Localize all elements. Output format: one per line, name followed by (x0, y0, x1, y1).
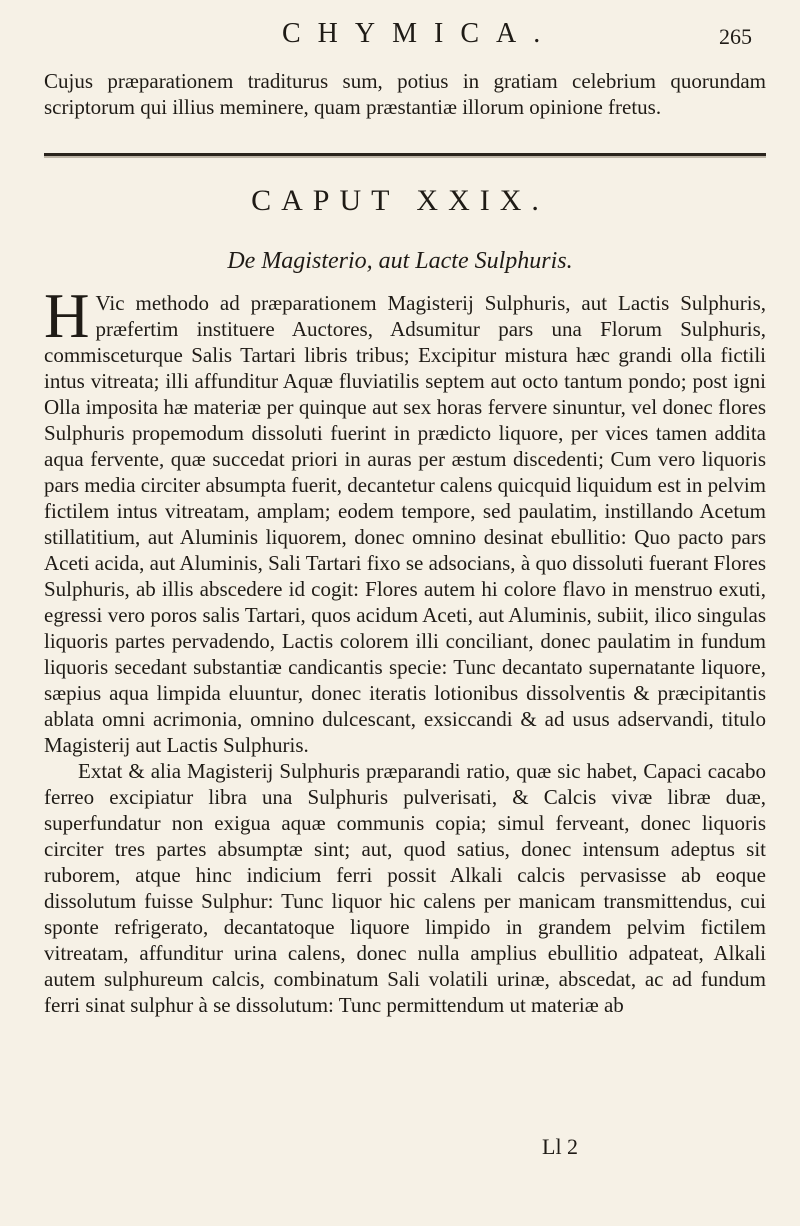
drop-cap: H (44, 281, 90, 351)
section-divider-rule (44, 153, 766, 156)
page-number: 265 (719, 24, 752, 49)
intro-paragraph: Cujus præparationem traditurus sum, potius in gratiam celebrium quorundam scriptorum qui illius meminere, quam præstantiæ illorum opinione fretus. (44, 69, 766, 119)
running-head-title: CHYMICA. (282, 18, 558, 49)
chapter-title: CAPUT XXIX. (251, 184, 549, 217)
paragraph-text-second: Extat & alia Magisterij Sulphuris præparandi ratio, quæ sic habet, Capaci cacabo ferreo excipiatur libra una Sulphuris pulverisati, & Calcis vivæ libræ duæ, superfundatur non exigua aquæ communis copia; simul ferveant, donec liquoris circiter tres partes absumptæ sint; aut, quod satius, donec intensum adeptus sit ruborem, atque hinc indicium ferri possit Alkali calcis pervasisse ab eoque dissolutum fuisse Sulphur: Tunc liquor hic calens per manicam transmittendus, cui sponte refrigerato, decantatoque liquore limpido in grandem pelvim fictilem vitreatam, affunditur urina calens, donec nulla amplius ebullitio adpateat, Alkali autem sulphureum calcis, combinatum Sali volatili urinæ, abscedat, ac ad fundum ferri sinat sulphur à se dissolutum: Tunc permittendum ut materiæ ab (44, 759, 766, 1017)
catchword: Ll 2 (542, 1134, 579, 1159)
chapter-body (44, 281, 766, 1018)
chapter-paragraph-first (44, 281, 766, 758)
chapter-paragraph-second (44, 758, 766, 1018)
paragraph-text-first: Vic methodo ad præparationem Magisterij Sulphuris, aut Lactis Sulphuris, præfertim instituere Auctores, Adsumitur pars una Florum Sulphuris, commisceturque Salis Tartari libris tribus; Excipitur mistura hæc grandi olla fictili intus vitreata; illi affunditur Aquæ fluviatilis septem aut octo tantum pondo; post igni Olla imposita hæ materiæ per quinque aut sex horas fervere sinuntur, vel donec flores Sulphuris propemodum dissoluti fuerint in prædicto liquore, per vices tamen addita aqua fervente, quæ succedat priori in auras per æstum discedenti; Cum vero liquoris pars media circiter absumpta fuerit, decantetur calens quicquid liquidum est in pelvim fictilem intus vitreatam, amplam; eodem tempore, sed paulatim, instillando Acetum stillatitium, aut Aluminis liquorem, donec omnino desinat ebullitio: Quo pacto pars Aceti acida, aut Aluminis, Sali Tartari fixo se adsocians, à quo dissoluti fuerant Flores Sulphuris, ab illis abscedere id cogit: Flores autem hi colore flavo in menstruo exuti, egressi vero poros salis Tartari, quos acidum Aceti, aut Aluminis, subiit, ilico singulas liquoris partes pervadendo, Lactis colorem illi conciliant, donec paulatim in fundum liquoris secedant substantiæ candicantis specie: Tunc decantato supernatante liquore, sæpius aqua limpida eluuntur, donec iteratis lotionibus dissolventis & præcipitantis ablata omni acrimonia, omnino dulcescant, exsiccandi & ad usus adservandi, titulo Magisterij aut Lactis Sulphuris. (44, 291, 766, 757)
chapter-subtitle: De Magisterio, aut Lacte Sulphuris. (227, 248, 573, 274)
running-head (0, 18, 800, 52)
